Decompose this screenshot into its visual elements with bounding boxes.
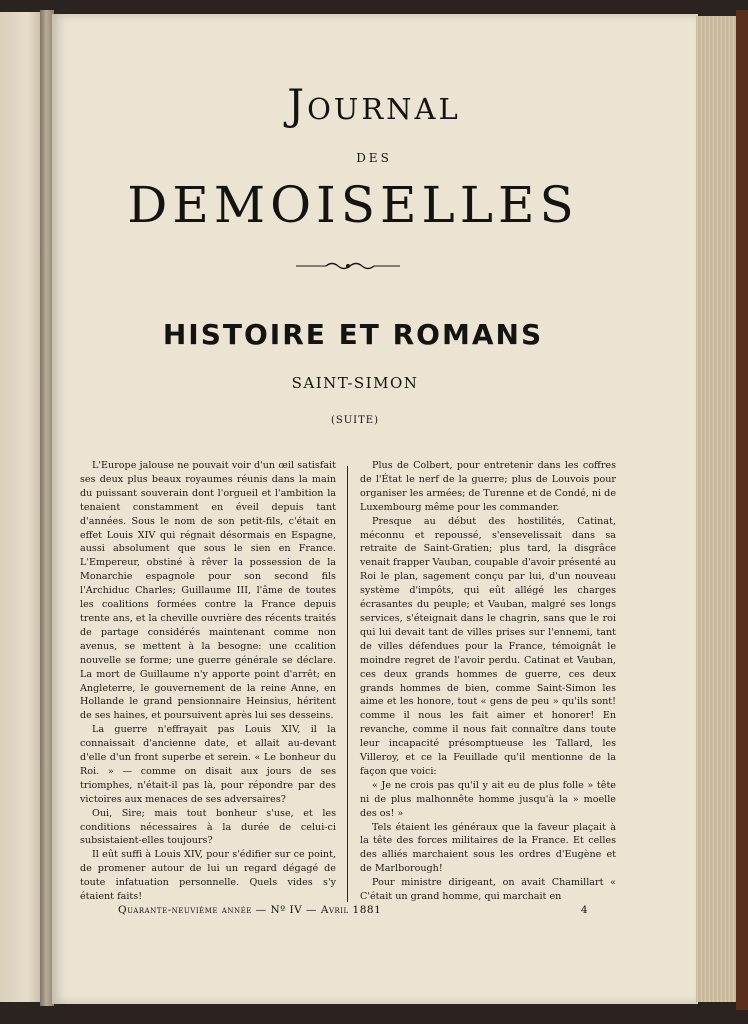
column-divider bbox=[347, 466, 348, 902]
section-title: HISTOIRE ET ROMANS bbox=[162, 318, 544, 351]
paragraph: Tels étaient les généraux que la faveur plaçait à la tête des forces militaires de la France. Et celles des alliés marchaient sous les ordres d'Eugène et de Marlborough! bbox=[360, 821, 616, 875]
masthead-journal: Journal bbox=[287, 80, 461, 129]
paragraph: Oui, Sire; mais tout bonheur s'use, et les conditions nécessaires à la durée de celui-ci subsistaient-elles toujours? bbox=[80, 807, 336, 847]
left-column bbox=[80, 459, 336, 904]
paragraph: Il eût suffi à Louis XIV, pour s'édifier sur ce point, de promener autour de lui un regard dégagé de toute infatuation personnelle. Quels vides s'y étaient faits! bbox=[80, 849, 336, 903]
ornament-divider bbox=[296, 260, 400, 272]
right-column bbox=[360, 459, 616, 904]
page-number: 4 bbox=[580, 904, 588, 916]
article-title: SAINT-SIMON bbox=[291, 374, 419, 392]
paragraph: L'Europe jalouse ne pouvait voir d'un œil satisfait ses deux plus beaux royaumes réunis dans la main du puissant souverain dont l'orgueil et l'ambition la tenaient constamment en éveil depuis tant d'années. Sous le nom de son petit-fils, c'était en effet Louis XIV qui régnait désormais en Espagne, aussi absolument que sous le sien en France. L'Empereur, obstiné à rêver la possession de la Monarchie espagnole pour son second fils l'Archiduc Charles; Guillaume III, l'âme de toutes les coalitions formées contre la France depuis trente ans, et la cheville ouvrière des récents traités de partage considérés maintenant comme non avenus, se mettent à la besogne: une ccalition nouvelle se forme; une guerre générale se déclare. La mort de Guillaume n'y apporte point d'arrêt; en Angleterre, le gouvernement de la reine Anne, en Hollande le grand pensionnaire Heinsius, héritent de ses haines, et poursuivent après lui ses desseins. bbox=[80, 460, 336, 722]
page-footer bbox=[118, 904, 588, 916]
paragraph: Pour ministre dirigeant, on avait Chamillart « C'était un grand homme, qui marchait en bbox=[360, 877, 616, 903]
paragraph: Presque au début des hostilités, Catinat, méconnu et repoussé, s'ensevelissait dans sa retraite de Saint-Gratien; plus tard, la disgrâce venait frapper Vauban, coupable d'avoir présenté au Roi le plan, sagement conçu par lui, d'un nouveau système d'impôts, qui eût allégé les charges écrasantes du peuple; et Vauban, malgré ses longs services, s'éteignait dans le chagrin, sans que le roi qui lui devait tant de villes prises sur l'ennemi, tant de villes défendues pour la France, témoignât le moindre regret de l'avoir perdu. Catinat et Vauban, ces deux grands hommes de guerre, ces deux grands hommes de bien, comme Saint-Simon les aime et les honore, tout « gens de peu » qu'ils sont! comme il nous les fait aimer et honorer! En revanche, comme il nous fait connaître dans toute leur incapacité présomptueuse les Tallard, les Villeroy, et ce la Feuillade qu'il mentionne de la façon que voici: bbox=[360, 515, 616, 777]
paragraph: La guerre n'effrayait pas Louis XIV, il la connaissait d'ancienne date, et allait au-devant d'elle d'un front superbe et serein. « Le bonheur du Roi. » — comme on disait aux jours de ses triomphes, n'était-il pas là, pour répondre par des victoires aux menaces de ses adversaires? bbox=[80, 724, 336, 805]
footer-issue-line: Quarante-neuvième année — Nº IV — Avril 1881 bbox=[118, 904, 382, 916]
masthead-demoiselles: DEMOISELLES bbox=[127, 176, 579, 234]
masthead-des: DES bbox=[356, 151, 392, 165]
article-subtitle: (SUITE) bbox=[330, 415, 379, 426]
paragraph: Plus de Colbert, pour entretenir dans les coffres de l'État le nerf de la guerre; plus de Louvois pour organiser les armées; de Turenne et de Condé, ni de Luxembourg même pour les commander. bbox=[360, 460, 616, 513]
paragraph: « Je ne crois pas qu'il y ait eu de plus folle » tête ni de plus malhonnête homme jusqu'à la » moelle des os! » bbox=[360, 779, 616, 819]
